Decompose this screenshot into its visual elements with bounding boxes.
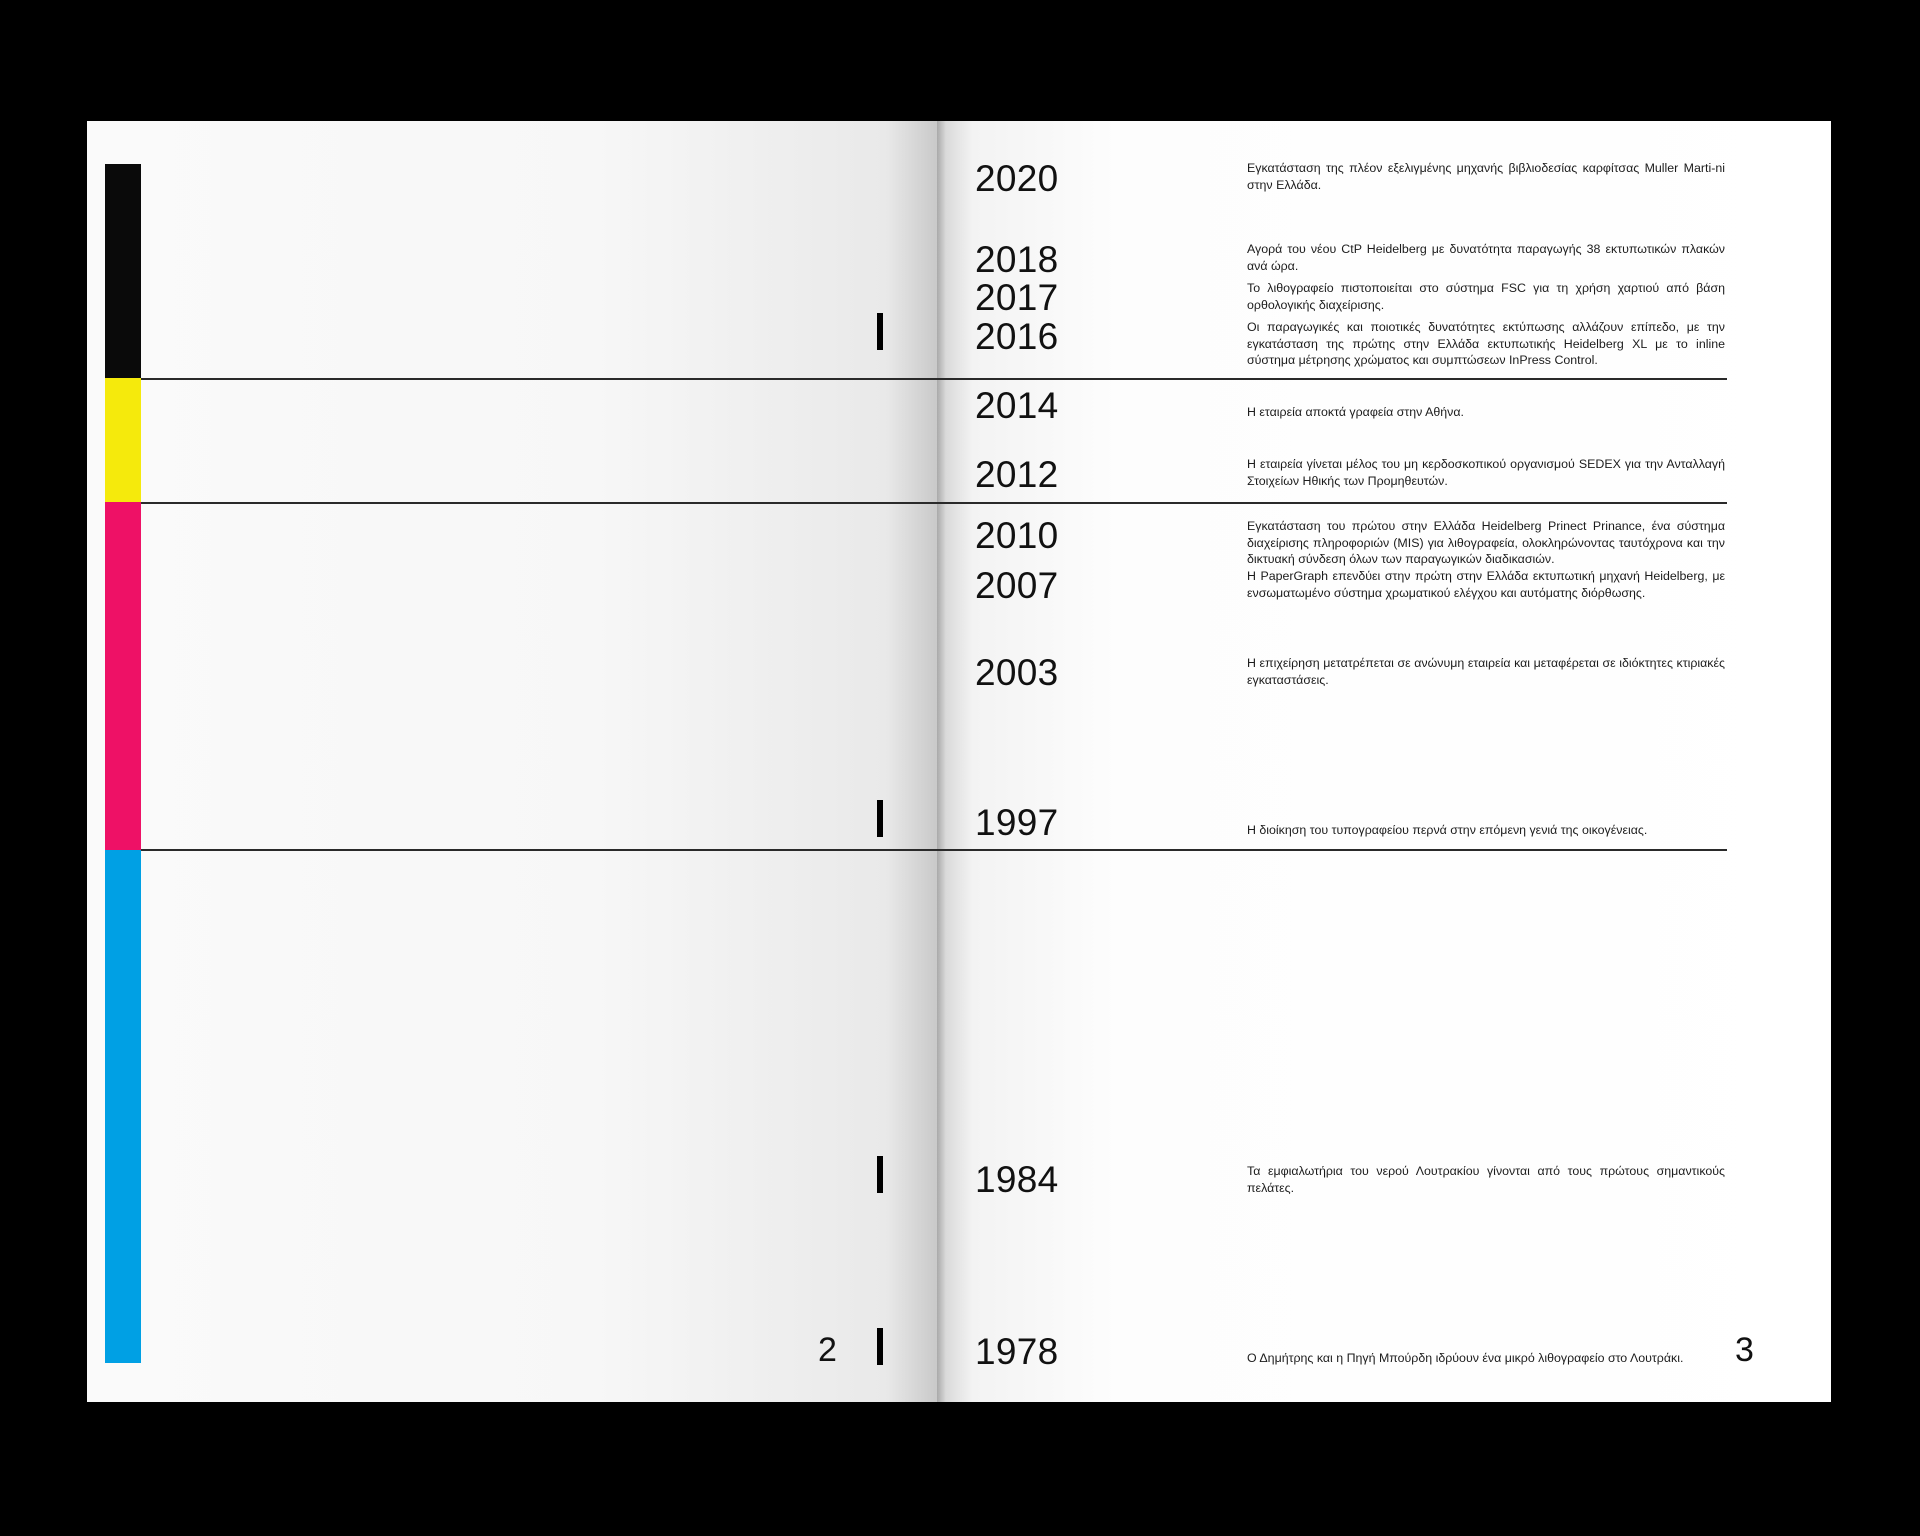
timeline-year: 1997 xyxy=(975,802,1059,843)
timeline-year: 2010 xyxy=(975,515,1059,556)
timeline-description: Η επιχείρηση μετατρέπεται σε ανώνυμη εταιρεία και μεταφέρεται σε ιδιόκτητες κτιριακές εγκαταστάσεις. xyxy=(1247,656,1725,687)
timeline-description: Η εταιρεία γίνεται μέλος του μη κερδοσκοπικού οργανισμού SEDEX για την Ανταλλαγή Στοιχείων Ηθικής των Προμηθευτών. xyxy=(1247,457,1725,488)
timeline-description: Η εταιρεία αποκτά γραφεία στην Αθήνα. xyxy=(1247,405,1464,419)
black-color-band xyxy=(105,164,141,378)
timeline-year: 1984 xyxy=(975,1159,1059,1200)
divider-line xyxy=(141,849,1727,851)
magenta-color-band xyxy=(105,502,141,850)
divider-line xyxy=(141,502,1727,504)
timeline-year: 2016 xyxy=(975,316,1059,357)
timeline-year: 2018 xyxy=(975,239,1059,280)
left-page xyxy=(87,121,937,1402)
timeline-year: 2020 xyxy=(975,158,1059,199)
timeline-year: 1978 xyxy=(975,1331,1059,1372)
timeline-year: 2003 xyxy=(975,652,1059,693)
timeline-description: Ο Δημήτρης και η Πηγή Μπούρδη ιδρύουν ένα μικρό λιθογραφείο στο Λουτράκι. xyxy=(1247,1351,1684,1365)
tick-mark xyxy=(877,313,883,350)
divider-line xyxy=(141,378,1727,380)
timeline-description: Εγκατάσταση της πλέον εξελιγμένης μηχανής βιβλιοδεσίας καρφίτσας Muller Marti-ni στην Ελλάδα. xyxy=(1247,161,1725,192)
timeline-description: Αγορά του νέου CtP Heidelberg με δυνατότητα παραγωγής 38 εκτυπωτικών πλακών ανά ώρα. xyxy=(1247,242,1725,273)
yellow-color-band xyxy=(105,378,141,502)
timeline-description: Η διοίκηση του τυπογραφείου περνά στην επόμενη γενιά της οικογένειας. xyxy=(1247,823,1648,837)
timeline-description: Το λιθογραφείο πιστοποιείται στο σύστημα FSC για τη χρήση χαρτιού από βάση ορθολογικής διαχείρισης. xyxy=(1247,281,1725,312)
cyan-color-band xyxy=(105,850,141,1363)
tick-mark xyxy=(877,800,883,837)
timeline-year: 2017 xyxy=(975,277,1059,318)
timeline-year: 2014 xyxy=(975,385,1059,426)
timeline-description: Η PaperGraph επενδύει στην πρώτη στην Ελλάδα εκτυπωτική μηχανή Heidelberg, με ενσωματωμένο σύστημα χρωματικού ελέγχου και αυτόματης διόρθωσης. xyxy=(1247,569,1725,600)
tick-mark xyxy=(877,1156,883,1193)
timeline-description: Τα εμφιαλωτήρια του νερού Λουτρακίου γίνονται από τους πρώτους σημαντικούς πελάτες. xyxy=(1247,1164,1725,1195)
timeline-description: Εγκατάσταση του πρώτου στην Ελλάδα Heidelberg Prinect Prinance, ένα σύστημα διαχείρισης πληροφοριών (MIS) για λιθογραφεία, ολοκληρώνοντας ταυτόχρονα και την δικτυακή σύνδεση όλων των παραγωγικών διαδικασιών. xyxy=(1247,519,1725,567)
left-page-number: 2 xyxy=(818,1331,837,1369)
timeline-year: 2012 xyxy=(975,454,1059,495)
tick-mark xyxy=(877,1328,883,1365)
right-page-number: 3 xyxy=(1735,1331,1754,1369)
timeline-year: 2007 xyxy=(975,565,1059,606)
timeline-description: Οι παραγωγικές και ποιοτικές δυνατότητες εκτύπωσης αλλάζουν επίπεδο, με την εγκατάσταση της πρώτης στην Ελλάδα εκτυπωτικής Heidelberg XL με το inline σύστημα μέτρησης χρώματος και συμπτώσεων InPress Control. xyxy=(1247,320,1725,368)
